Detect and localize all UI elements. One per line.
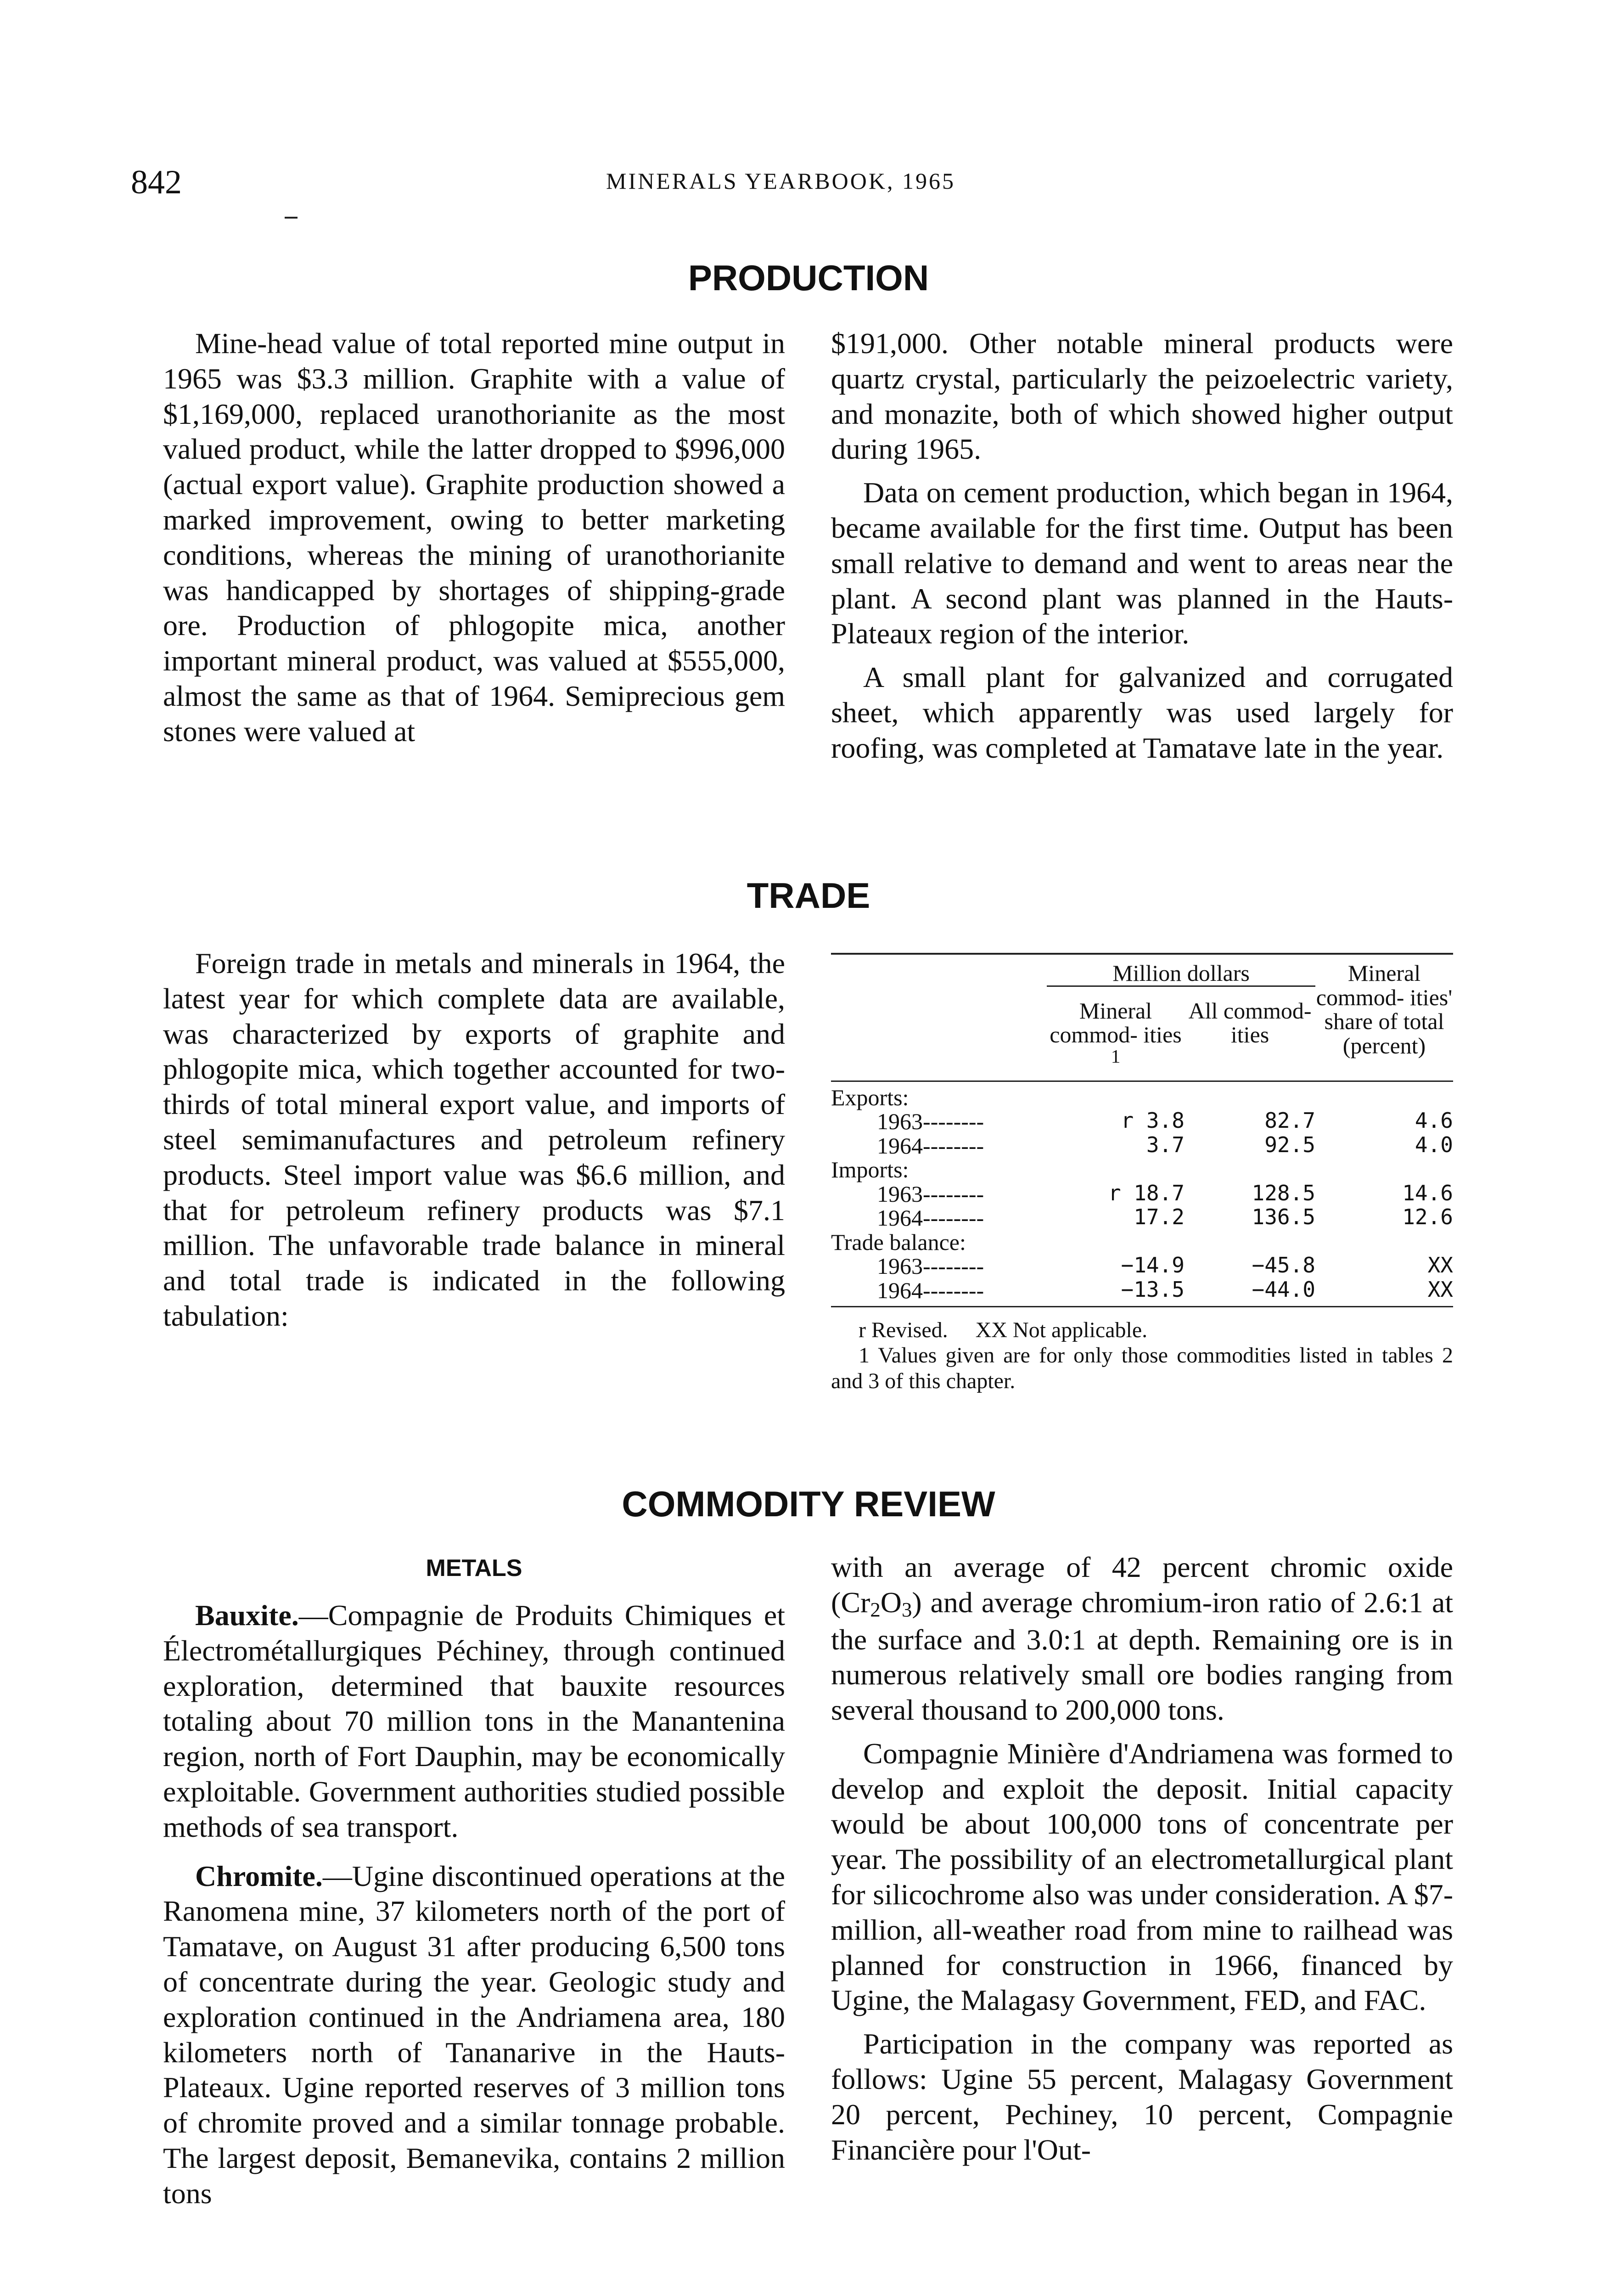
commodity-left-column [163,1598,785,2220]
header-mineral-commodities: Mineral commod- ities $^1$ [1050,997,1182,1067]
production-paragraph-1: Mine-head value of total reported mine output in 1965 was $3.3 million. Graphite with a value of $1,169,000, replaced uranothorianite as the most valued product, while the latter dropped to $996,000 (actual export value). Graphite production showed a marked improvement, owing to better marketing conditions, whereas the mining of uranothorianite was handicapped by shortages of shipping-grade ore. Production of phlogopite mica, another important mineral product, was valued at $555,000, almost the same as that of 1964. Semiprecious gem stones were valued at [163,327,785,748]
chromite-paragraph: Chromite.—Ugine discontinued operations at the Ranomena mine, 37 kilometers north of the port of Tamatave, on August 31 after producing 6,500 tons of concentrate during the year. Geologic study and exploration continued in the Andriamena area, 180 kilometers north of Tananarive in the Hauts-Plateaux. Ugine reported reserves of 3 million tons of chromite proved and a similar tonnage probable. The largest deposit, Bemanevika, contains 2 million tons [163,1859,785,2210]
bauxite-lead: Bauxite. [195,1599,299,1632]
table-row: 1963-------- −14.9 −45.8 XX [877,1253,1453,1279]
header-share: Mineral commod- ities' share of total (percent) [1316,960,1453,1058]
note-not-applicable: XX Not applicable. [975,1318,1148,1343]
section-label: Imports: [831,1157,909,1183]
table-row: 1963-------- r 18.7 128.5 14.6 [877,1180,1453,1207]
participation-paragraph: Participation in the company was reported as follows: Ugine 55 percent, Malagasy Government 20 percent, Pechiney, 10 percent, Compagnie Financière pour l'Out- [831,2027,1453,2166]
footnote-marker-1: 1 [1111,1046,1121,1067]
metals-subheading: METALS [426,1555,522,1581]
production-paragraph-2: $191,000. Other notable mineral products were quartz crystal, particularly the peizoelectric variety, and monazite, both of which showed higher output during 1965. [831,327,1453,466]
note-revised: r Revised. [859,1318,948,1343]
section-label: Exports: [831,1084,909,1110]
trade-heading: TRADE [747,875,870,916]
chromite-lead: Chromite. [195,1859,323,1892]
table-row: 1964-------- 17.2 136.5 12.6 [877,1204,1453,1231]
production-left-column [163,326,785,758]
section-label: Trade balance: [831,1229,966,1255]
trade-table [831,953,1453,1394]
andriamena-paragraph: Compagnie Minière d'Andriamena was formed to develop and exploit the deposit. Initial capacity would be about 100,000 tons of concentrate per year. The possibility of an electrometallurgical plant for silicochrome also was under consideration. A $7-million, all-weather road from mine to railhead was planned for construction in 1966, financed by Ugine, the Malagasy Government, FED, and FAC. [831,1737,1453,2017]
production-right-column [831,326,1453,774]
header-mark [285,217,298,219]
page-number: 842 [131,163,182,201]
header-all-commodities: All commod- ities [1188,997,1312,1047]
production-heading: PRODUCTION [688,258,929,298]
table-row: 1964-------- 3.7 92.5 4.0 [877,1132,1453,1159]
running-title: MINERALS YEARBOOK, 1965 [606,168,955,194]
table-footnotes [831,1317,1453,1394]
note-values: 1 Values given are for only those commodities listed in tables 2 and 3 of this chapter. [831,1343,1453,1393]
header-million-dollars: Million dollars [1047,954,1315,986]
production-paragraph-3: Data on cement production, which began in 1964, became available for the first time. Output has been small relative to demand and went to areas near the plant. A second plant was planned in the Hauts-Plateaux region of the interior. [831,476,1453,650]
bauxite-paragraph: Bauxite.—Compagnie de Produits Chimiques et Électrométallurgiques Péchiney, through continued exploration, determined that bauxite resources totaling about 70 million tons in the Manantenina region, north of Fort Dauphin, may be economically exploitable. Government authorities studied possible methods of sea transport. [163,1599,785,1843]
trade-left-column [163,946,785,1342]
chromite-continued-paragraph: with an average of 42 percent chromic oxide $(Cr_2O_3)$ and average chromium-iron ratio of 2.6:1 at the surface and 3.0:1 at depth. Remaining ore is in numerous relatively small ore bodies ranging from several thousand to 200,000 tons. [831,1551,1453,1727]
table-row: 1963-------- r 3.8 82.7 4.6 [877,1108,1453,1135]
commodity-right-column [831,1550,1453,2176]
table-row: 1964-------- −13.5 −44.0 XX [831,1278,1453,1307]
commodity-review-heading: COMMODITY REVIEW [622,1484,995,1524]
trade-paragraph: Foreign trade in metals and minerals in 1964, the latest year for which complete data are available, was characterized by exports of graphite and phlogopite mica, which together accounted for two-thirds of total mineral export value, and imports of steel semimanufactures and petroleum refinery products. Steel import value was $6.6 million, and that for petroleum refinery products was $7.1 million. The unfavorable trade balance in mineral and total trade is indicated in the following tabulation: [163,947,785,1332]
production-paragraph-4: A small plant for galvanized and corrugated sheet, which apparently was used largely for roofing, was completed at Tamatave late in the year. [831,661,1453,764]
